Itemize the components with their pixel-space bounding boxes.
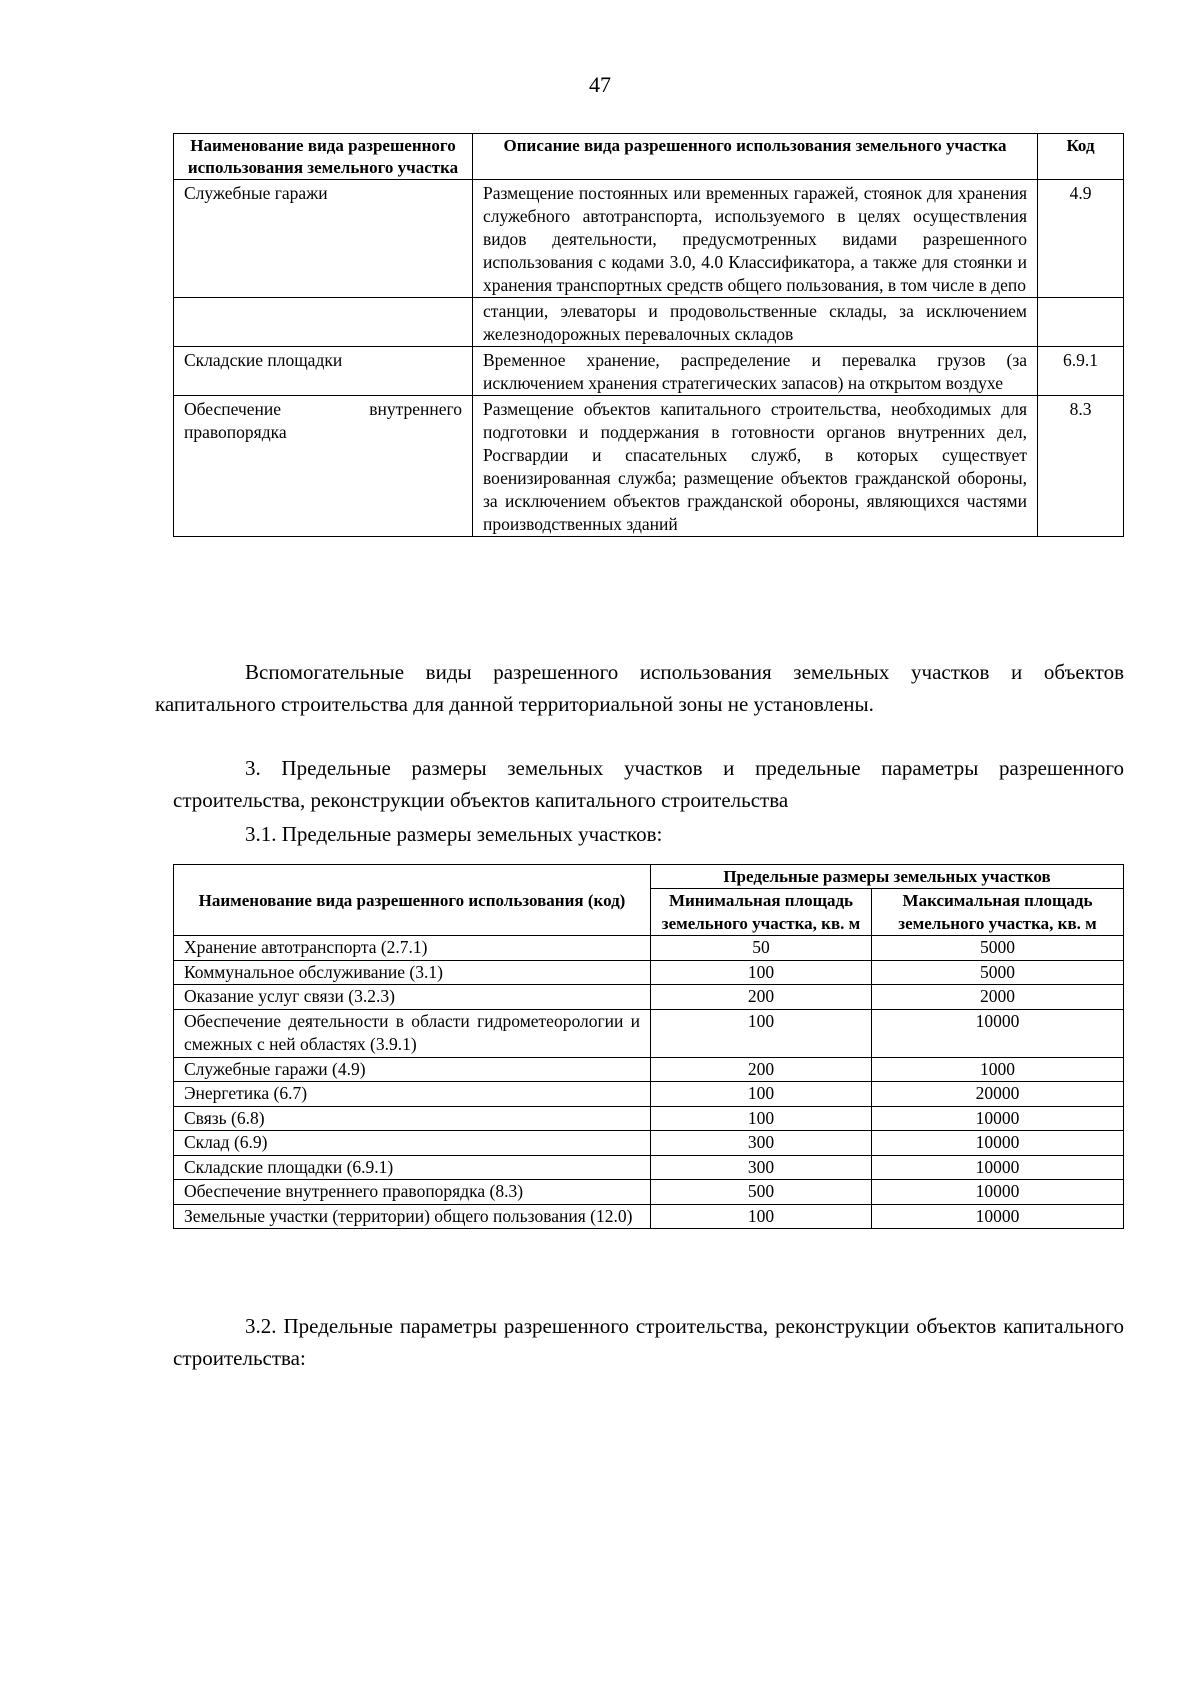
row-name: Склад (6.9) — [174, 1131, 651, 1156]
table-header-row — [174, 134, 1124, 180]
row-min-area: 100 — [651, 1204, 872, 1229]
row-code — [1038, 298, 1124, 347]
row-min-area: 200 — [651, 985, 872, 1010]
plot-size-limits-table — [173, 864, 1124, 1229]
row-description: Размещение постоянных или временных гаражей, стоянок для хранения служебного автотранспорта, используемого в целях осуществления видов деятельности, предусмотренных видами разрешенного использования с кодами 3.0, 4.0 Классификатора, а также для стоянки и хранения транспортных средств общего пользования, в том числе в депо — [473, 180, 1038, 298]
row-max-area: 10000 — [872, 1009, 1124, 1057]
row-min-area: 100 — [651, 960, 872, 985]
table-row — [174, 960, 1124, 985]
page-number: 47 — [589, 72, 611, 97]
row-min-area: 100 — [651, 1009, 872, 1057]
table-row — [174, 1204, 1124, 1229]
row-name: Хранение автотранспорта (2.7.1) — [174, 936, 651, 961]
header-name: Наименование вида разрешенного использования земельного участка — [174, 134, 473, 180]
row-max-area: 10000 — [872, 1106, 1124, 1131]
row-name: Обеспечение внутреннего правопорядка (8.3) — [174, 1180, 651, 1205]
row-max-area: 5000 — [872, 936, 1124, 961]
section-3-2-heading — [173, 1310, 1124, 1374]
section-3-1-text: 3.1. Предельные размеры земельных участков: — [245, 822, 663, 846]
row-max-area: 10000 — [872, 1155, 1124, 1180]
header-max: Максимальная площадь земельного участка, кв. м — [872, 889, 1124, 936]
table-row — [174, 298, 1124, 347]
permitted-use-table — [173, 133, 1124, 537]
row-min-area: 300 — [651, 1155, 872, 1180]
row-name: Служебные гаражи (4.9) — [174, 1057, 651, 1082]
table-row — [174, 985, 1124, 1010]
header-code: Код — [1038, 134, 1124, 180]
row-max-area: 2000 — [872, 985, 1124, 1010]
table-row — [174, 1131, 1124, 1156]
row-name: Складские площадки — [174, 347, 473, 396]
row-name: Обеспечение деятельности в области гидрометеорологии и смежных с ней областях (3.9.1) — [174, 1009, 651, 1057]
table-row — [174, 936, 1124, 961]
header-group: Предельные размеры земельных участков — [651, 865, 1124, 889]
row-min-area: 300 — [651, 1131, 872, 1156]
row-name: Обеспечение внутреннего правопорядка — [174, 396, 473, 537]
row-description: станции, элеваторы и продовольственные склады, за исключением железнодорожных перевалочных складов — [473, 298, 1038, 347]
row-name: Связь (6.8) — [174, 1106, 651, 1131]
row-name — [174, 298, 473, 347]
row-code: 8.3 — [1038, 396, 1124, 537]
row-name: Энергетика (6.7) — [174, 1082, 651, 1107]
row-max-area: 5000 — [872, 960, 1124, 985]
table-row — [174, 347, 1124, 396]
row-max-area: 10000 — [872, 1204, 1124, 1229]
row-code: 6.9.1 — [1038, 347, 1124, 396]
row-max-area: 10000 — [872, 1180, 1124, 1205]
row-name: Служебные гаражи — [174, 180, 473, 298]
section-3-heading — [173, 752, 1124, 816]
row-max-area: 10000 — [872, 1131, 1124, 1156]
table-row — [174, 1106, 1124, 1131]
auxiliary-uses-paragraph — [155, 656, 1124, 720]
row-max-area: 1000 — [872, 1057, 1124, 1082]
row-min-area: 50 — [651, 936, 872, 961]
table-row — [174, 1009, 1124, 1057]
row-min-area: 500 — [651, 1180, 872, 1205]
row-max-area: 20000 — [872, 1082, 1124, 1107]
section-3-2-text: 3.2. Предельные параметры разрешенного строительства, реконструкции объектов капитального строительства: — [173, 1314, 1124, 1370]
section-3-text: 3. Предельные размеры земельных участков и предельные параметры разрешенного строительства, реконструкции объектов капитального строительства — [173, 756, 1124, 812]
header-min: Минимальная площадь земельного участка, кв. м — [651, 889, 872, 936]
header-description: Описание вида разрешенного использования земельного участка — [473, 134, 1038, 180]
row-description: Размещение объектов капитального строительства, необходимых для подготовки и поддержания в готовности органов внутренних дел, Росгвардии и спасательных служб, в которых существует военизированная служба; размещение объектов гражданской обороны, за исключением объектов гражданской обороны, являющихся частями производственных зданий — [473, 396, 1038, 537]
row-min-area: 200 — [651, 1057, 872, 1082]
row-name: Складские площадки (6.9.1) — [174, 1155, 651, 1180]
table-row — [174, 1082, 1124, 1107]
table-row — [174, 1057, 1124, 1082]
row-name: Коммунальное обслуживание (3.1) — [174, 960, 651, 985]
table-header-row — [174, 865, 1124, 889]
table-row — [174, 1155, 1124, 1180]
row-description: Временное хранение, распределение и перевалка грузов (за исключением хранения стратегических запасов) на открытом воздухе — [473, 347, 1038, 396]
section-3-1-heading — [245, 818, 1124, 850]
row-name: Земельные участки (территории) общего пользования (12.0) — [174, 1204, 651, 1229]
table-row — [174, 180, 1124, 298]
header-name: Наименование вида разрешенного использования (код) — [174, 865, 651, 936]
row-code: 4.9 — [1038, 180, 1124, 298]
row-min-area: 100 — [651, 1082, 872, 1107]
row-name: Оказание услуг связи (3.2.3) — [174, 985, 651, 1010]
table-row — [174, 1180, 1124, 1205]
auxiliary-uses-text: Вспомогательные виды разрешенного использования земельных участков и объектов капитального строительства для данной территориальной зоны не установлены. — [155, 660, 1124, 716]
table-row — [174, 396, 1124, 537]
row-min-area: 100 — [651, 1106, 872, 1131]
